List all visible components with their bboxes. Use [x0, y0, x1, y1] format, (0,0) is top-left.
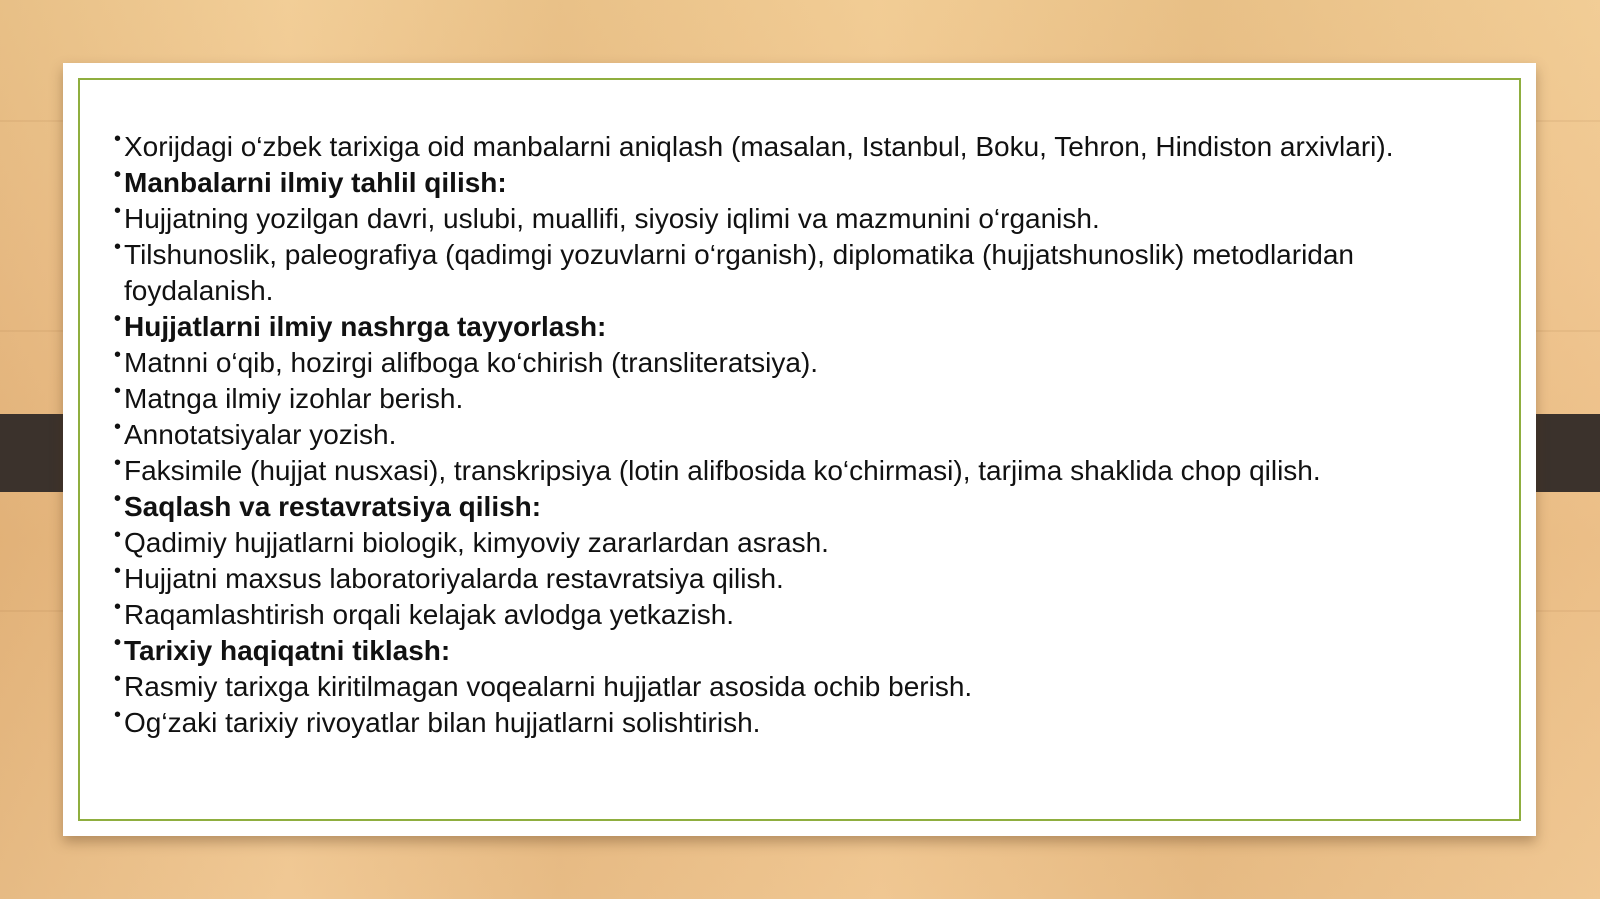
bullet-icon: •: [114, 488, 122, 510]
list-item: [114, 453, 1494, 489]
bullet-icon: •: [114, 416, 122, 438]
list-item: [114, 669, 1494, 705]
bullet-icon: •: [114, 344, 122, 366]
list-item-text: Rasmiy tarixga kiritilmagan voqealarni hujjatlar asosida ochib berish.: [124, 671, 973, 702]
bullet-icon: •: [114, 128, 122, 150]
section-heading: [114, 489, 1494, 525]
list-item-text: Raqamlashtirish orqali kelajak avlodga yetkazish.: [124, 599, 735, 630]
list-item: [114, 561, 1494, 597]
section-heading: [114, 309, 1494, 345]
bullet-icon: •: [114, 452, 122, 474]
bullet-icon: •: [114, 308, 122, 330]
bullet-list: [114, 129, 1494, 741]
list-item: [114, 129, 1494, 165]
list-item-text: Xorijdagi o‘zbek tarixiga oid manbalarni aniqlash (masalan, Istanbul, Boku, Tehron, Hindiston arxivlari).: [124, 131, 1394, 162]
list-item: [114, 597, 1494, 633]
list-item: [114, 201, 1494, 237]
bullet-icon: •: [114, 380, 122, 402]
bullet-icon: •: [114, 668, 122, 690]
list-item-text: Annotatsiyalar yozish.: [124, 419, 397, 450]
list-item-text: Hujjatning yozilgan davri, uslubi, muallifi, siyosiy iqlimi va mazmunini o‘rganish.: [124, 203, 1100, 234]
section-heading: [114, 633, 1494, 669]
list-item: [114, 237, 1494, 309]
slide-card: [63, 63, 1536, 836]
list-item: [114, 381, 1494, 417]
bullet-icon: •: [114, 596, 122, 618]
list-item: [114, 705, 1494, 741]
list-item-text: Hujjatni maxsus laboratoriyalarda restavratsiya qilish.: [124, 563, 784, 594]
bullet-icon: •: [114, 632, 122, 654]
section-heading-text: Manbalarni ilmiy tahlil qilish:: [124, 167, 507, 198]
list-item-text: Faksimile (hujjat nusxasi), transkripsiya (lotin alifbosida ko‘chirmasi), tarjima shaklida chop qilish.: [124, 455, 1321, 486]
list-item: [114, 525, 1494, 561]
list-item-text: Matnga ilmiy izohlar berish.: [124, 383, 464, 414]
list-item-text: Tilshunoslik, paleografiya (qadimgi yozuvlarni o‘rganish), diplomatika (hujjatshunoslik) metodlaridan foydalanish.: [124, 239, 1355, 306]
list-item: [114, 417, 1494, 453]
bullet-icon: •: [114, 200, 122, 222]
section-heading-text: Tarixiy haqiqatni tiklash:: [124, 635, 451, 666]
list-item-text: Og‘zaki tarixiy rivoyatlar bilan hujjatlarni solishtirish.: [124, 707, 761, 738]
bullet-icon: •: [114, 560, 122, 582]
bullet-icon: •: [114, 524, 122, 546]
bullet-icon: •: [114, 704, 122, 726]
list-item: [114, 345, 1494, 381]
bullet-icon: •: [114, 236, 122, 258]
section-heading: [114, 165, 1494, 201]
list-item-text: Matnni o‘qib, hozirgi alifboga ko‘chirish (transliteratsiya).: [124, 347, 819, 378]
list-item-text: Qadimiy hujjatlarni biologik, kimyoviy zararlardan asrash.: [124, 527, 829, 558]
bullet-icon: •: [114, 164, 122, 186]
section-heading-text: Saqlash va restavratsiya qilish:: [124, 491, 542, 522]
section-heading-text: Hujjatlarni ilmiy nashrga tayyorlash:: [124, 311, 607, 342]
